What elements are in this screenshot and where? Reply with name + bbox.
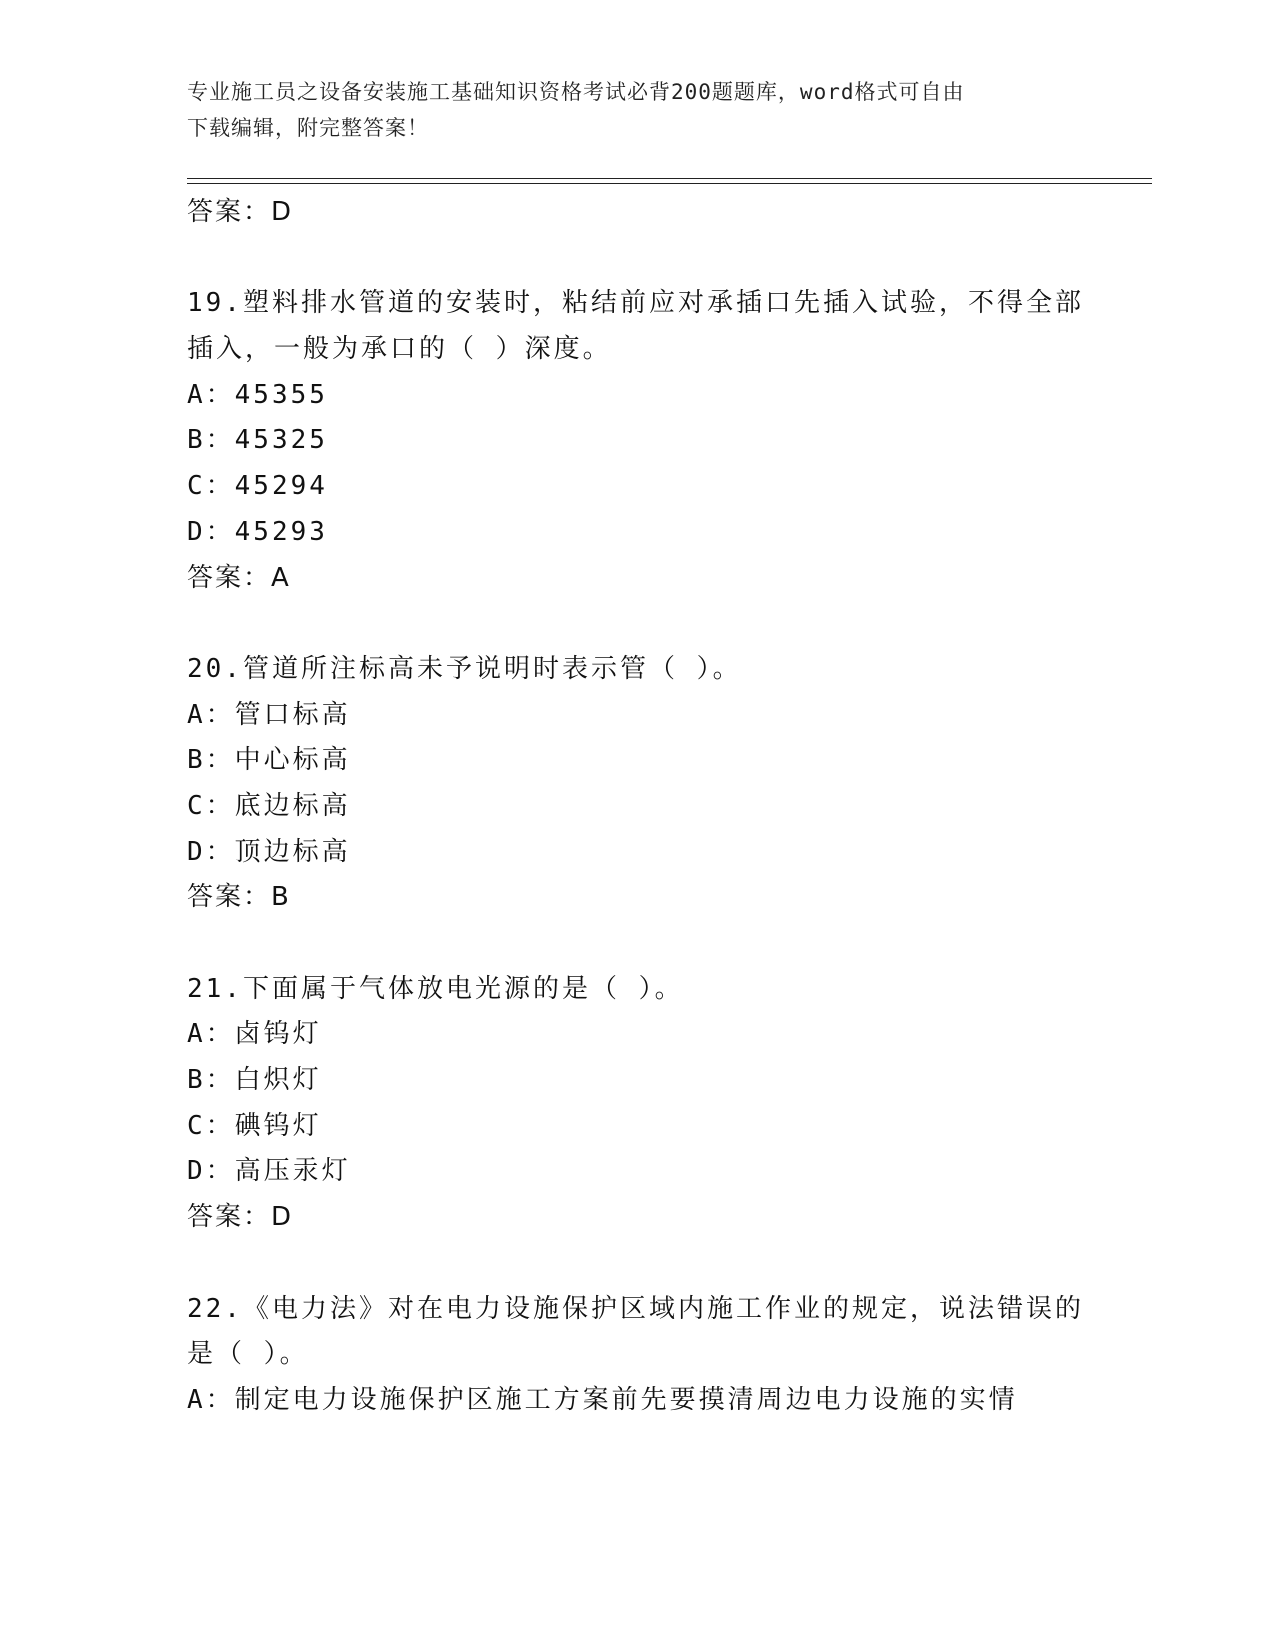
question-text: 插入，一般为承口的（ ）深度。 bbox=[187, 334, 612, 365]
option-line: A：制定电力设施保护区施工方案前先要摸清周边电力设施的实情 bbox=[187, 1384, 1018, 1415]
question-text: 19.塑料排水管道的安装时，粘结前应对承插口先插入试验，不得全部 bbox=[187, 288, 1084, 319]
answer-line: 答案：D bbox=[187, 197, 294, 227]
spacer bbox=[187, 921, 1087, 967]
option-line: B：白炽灯 bbox=[187, 1065, 322, 1096]
option-line: C：碘钨灯 bbox=[187, 1110, 322, 1141]
option-line: D：顶边标高 bbox=[187, 836, 351, 867]
option-line: D：高压汞灯 bbox=[187, 1156, 351, 1187]
question-text: 22.《电力法》对在电力设施保护区域内施工作业的规定，说法错误的 bbox=[187, 1293, 1084, 1324]
answer-line: 答案：B bbox=[187, 882, 291, 913]
header-line-2: 下载编辑，附完整答案！ bbox=[187, 116, 429, 140]
question-text: 是（ ）。 bbox=[187, 1339, 309, 1370]
document-header bbox=[187, 74, 1077, 146]
question-text: 21.下面属于气体放电光源的是（ ）。 bbox=[187, 973, 684, 1004]
spacer bbox=[187, 601, 1087, 647]
option-line: C：45294 bbox=[187, 471, 328, 502]
spacer bbox=[187, 1241, 1087, 1287]
answer-line: 答案：D bbox=[187, 1202, 294, 1233]
question-list bbox=[187, 190, 1087, 1424]
option-line: B：45325 bbox=[187, 425, 328, 456]
question-text: 20.管道所注标高未予说明时表示管（ ）。 bbox=[187, 653, 742, 684]
header-rule-top bbox=[187, 178, 1152, 179]
answer-line: 答案：A bbox=[187, 562, 291, 593]
option-line: D：45293 bbox=[187, 516, 328, 547]
option-line: A：管口标高 bbox=[187, 699, 351, 730]
header-line-1: 专业施工员之设备安装施工基础知识资格考试必背200题题库，word格式可自由 bbox=[187, 80, 965, 104]
option-line: A：45355 bbox=[187, 379, 328, 410]
option-line: C：底边标高 bbox=[187, 790, 351, 821]
option-line: B：中心标高 bbox=[187, 745, 351, 776]
spacer bbox=[187, 236, 1087, 282]
option-line: A：卤钨灯 bbox=[187, 1019, 322, 1050]
header-rule-bottom bbox=[187, 183, 1152, 184]
